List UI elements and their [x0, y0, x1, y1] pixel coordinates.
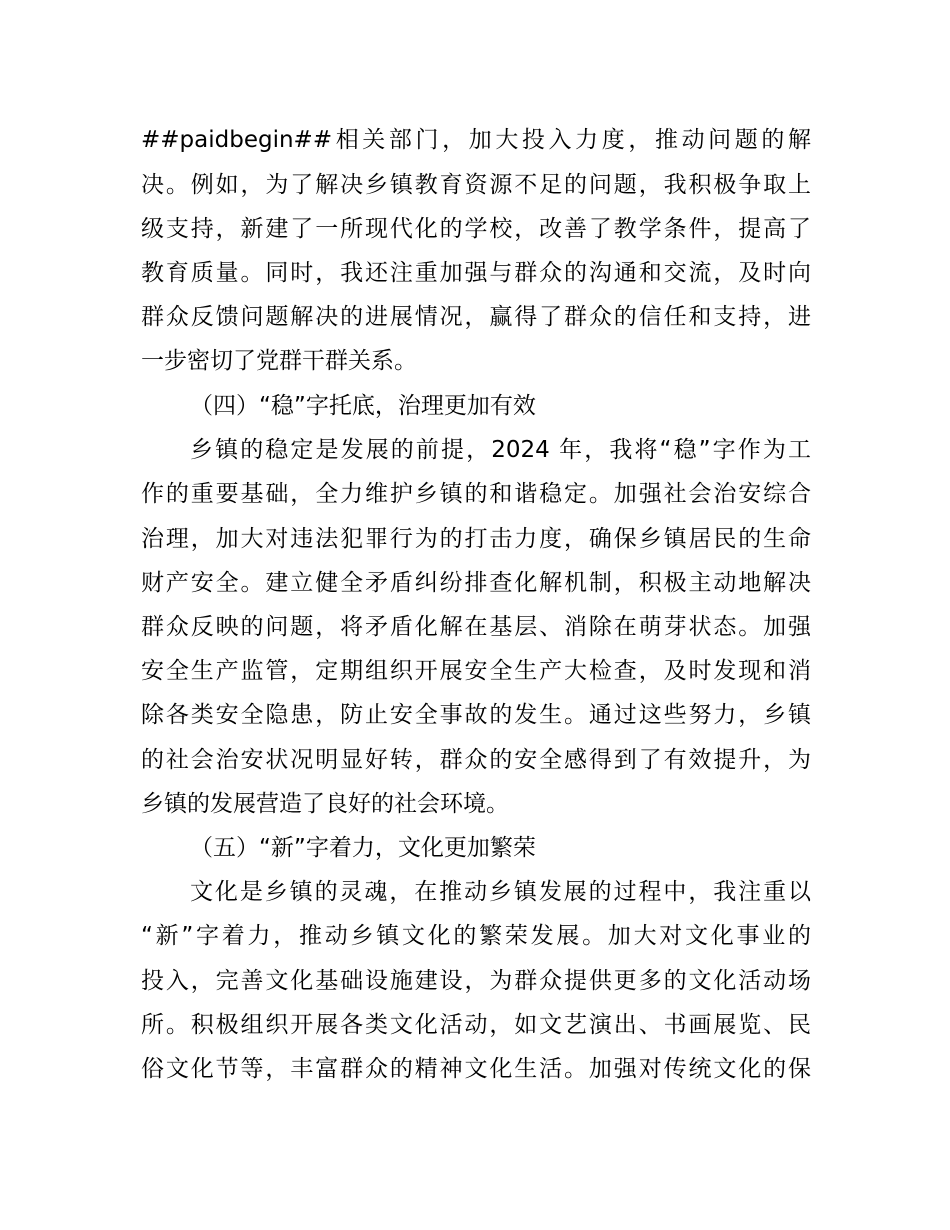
paragraph-line: 的社会治安状况明显好转，群众的安全感得到了有效提升，为: [141, 747, 811, 773]
paragraph-line: 决。例如，为了解决乡镇教育资源不足的问题，我积极争取上: [141, 172, 811, 198]
paragraph-line: 除各类安全隐患，防止安全事故的发生。通过这些努力，乡镇: [141, 702, 811, 728]
section-heading: （四）“稳”字托底，治理更加有效: [190, 393, 536, 419]
paragraph-line: 作的重要基础，全力维护乡镇的和谐稳定。加强社会治安综合: [141, 481, 811, 507]
paragraph-line: 教育质量。同时，我还注重加强与群众的沟通和交流，及时向: [141, 260, 811, 286]
section-heading: （五）“新”字着力，文化更加繁荣: [190, 835, 536, 861]
paragraph-line: 投入，完善文化基础设施建设，为群众提供更多的文化活动场: [141, 968, 811, 994]
paragraph-line: 治理，加大对违法犯罪行为的打击力度，确保乡镇居民的生命: [141, 526, 811, 552]
paragraph-line: 财产安全。建立健全矛盾纠纷排查化解机制，积极主动地解决: [141, 570, 811, 596]
paragraph-line: 级支持，新建了一所现代化的学校，改善了教学条件，提高了: [141, 216, 811, 242]
paragraph-line: 俗文化节等，丰富群众的精神文化生活。加强对传统文化的保: [141, 1056, 811, 1082]
paragraph-line: 群众反馈问题解决的进展情况，赢得了群众的信任和支持，进: [141, 304, 811, 330]
paragraph-line: 所。积极组织开展各类文化活动，如文艺演出、书画展览、民: [141, 1012, 811, 1038]
paragraph-line: 群众反映的问题，将矛盾化解在基层、消除在萌芽状态。加强: [141, 614, 811, 640]
paragraph-line: 安全生产监管，定期组织开展安全生产大检查，及时发现和消: [141, 658, 811, 684]
paragraph-line: ##paidbegin##相关部门，加大投入力度，推动问题的解: [141, 127, 811, 153]
paragraph-line: “新”字着力，推动乡镇文化的繁荣发展。加大对文化事业的: [141, 923, 811, 949]
paragraph-line: 一步密切了党群干群关系。: [141, 348, 417, 374]
paragraph-line: 乡镇的稳定是发展的前提，2024 年，我将“稳”字作为工: [190, 437, 811, 463]
paragraph-line: 文化是乡镇的灵魂，在推动乡镇发展的过程中，我注重以: [190, 879, 811, 905]
paragraph-line: 乡镇的发展营造了良好的社会环境。: [141, 791, 509, 817]
